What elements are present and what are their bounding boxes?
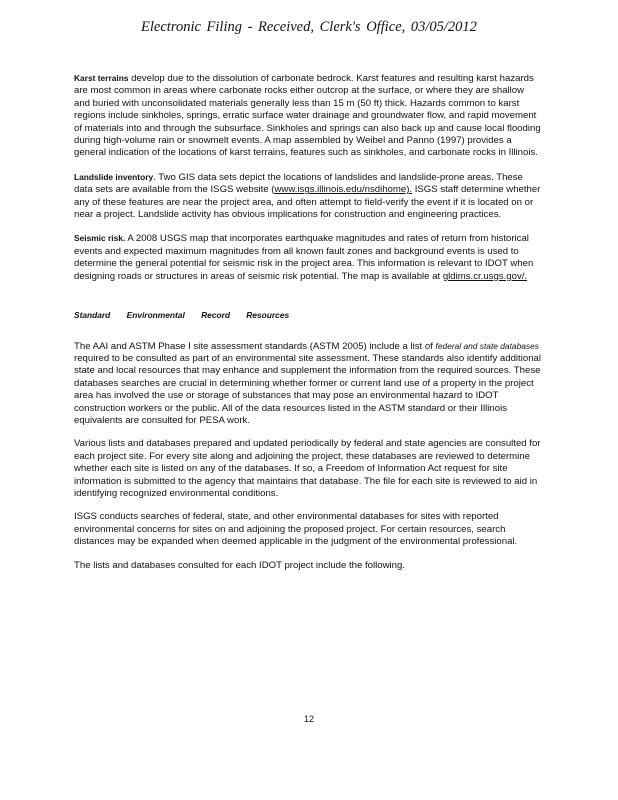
document-body bbox=[74, 72, 542, 583]
isgs-website-link[interactable]: www.isgs.illinois.edu/nsdihome). bbox=[274, 184, 413, 196]
standards-paragraph-3: ISGS conducts searches of federal, state, and other environmental databases for sites with reported environmental concerns for sites on and adjoining the proposed project. For certain resources, search distances may be expanded when deemed applicable in the judgment of the environmental professional. bbox=[74, 511, 518, 548]
landslide-body-a: . Two GIS data sets depict the locations of landslides and landslide-prone areas. These data sets are available from the ISGS website ( bbox=[74, 171, 523, 196]
standards-body-b: required to be consulted as part of an environmental site assessment. These standards also identify additional state and local resources that may enhance and supplement the information from the required sources. These databases searches are crucial in determining whether former or current land use of a property in the project area has involved the use or storage of substances that may pose an environmental hazard to IDOT construction workers or the public. All of the data resources listed in the ASTM standard or their Illinois equivalents are consulted for PESA work. bbox=[74, 352, 541, 426]
usgs-map-link[interactable]: gldims.cr.usgs.gov/. bbox=[442, 270, 528, 282]
standards-paragraph-4: The lists and databases consulted for each IDOT project include the following. bbox=[74, 559, 405, 571]
standards-paragraph-1 bbox=[74, 340, 542, 428]
filing-header: Electronic Filing - Received, Clerk's Office, 03/05/2012 bbox=[141, 19, 477, 35]
landslide-body-b: ISGS staff determine whether any of these features are near the project area, and often attempt to field-verify the event if it is located on or near a project. Landslide activity has obvious implications for construction and engineering practices. bbox=[74, 184, 541, 221]
karst-body: develop due to the dissolution of carbonate bedrock. Karst features and resulting karst hazards are most common in areas where carbonate rocks either outcrop at the surface, or where they are shallow and buried with unconsolidated materials generally less than 15 m (50 ft) thick. Hazards common to karst regions include sinkholes, springs, erratic surface water drainage and groundwater flow, and rapid movement of materials into and through the subsurface. Sinkholes and springs can also back up and cause local flooding during high-volume rain or snowmelt events. A map assembled by Weibel and Panno (1997) provides a general indication of the locations of karst terrains, features such as sinkholes, and carbonate rocks in Illinois. bbox=[74, 73, 541, 159]
karst-lead: Karst terrains bbox=[74, 73, 129, 83]
landslide-lead: Landslide inventory bbox=[74, 171, 154, 182]
standards-italic-term: federal and state databases bbox=[435, 340, 539, 351]
landslide-paragraph bbox=[74, 171, 542, 222]
seismic-paragraph bbox=[74, 232, 542, 283]
standards-paragraph-2: Various lists and databases prepared and updated periodically by federal and state agencies are consulted for each project site. For every site along and adjoining the project, these databases are reviewed to determine whether each site is listed on any of the databases. If so, a Freedom of Information Act request for site information is submitted to the agency that maintains that database. The file for each site is reviewed to aid in identifying recognized environmental conditions. bbox=[74, 438, 541, 499]
section-heading: Standard Environmental Record Resources bbox=[74, 310, 290, 321]
karst-paragraph bbox=[74, 72, 542, 160]
seismic-body: A 2008 USGS map that incorporates earthquake magnitudes and rates of return from historical events and expected maximum magnitudes from all known fault zones and background events is used to determine the general potential for seismic risk in the project area. This information is relevant to IDOT when designing roads or structures in areas of seismic risk potential. The map is available at bbox=[74, 233, 534, 282]
standards-body-a: The AAI and ASTM Phase I site assessment standards (ASTM 2005) include a list of bbox=[74, 340, 436, 352]
page-number: 12 bbox=[303, 714, 314, 724]
seismic-lead: Seismic risk. bbox=[74, 233, 126, 244]
